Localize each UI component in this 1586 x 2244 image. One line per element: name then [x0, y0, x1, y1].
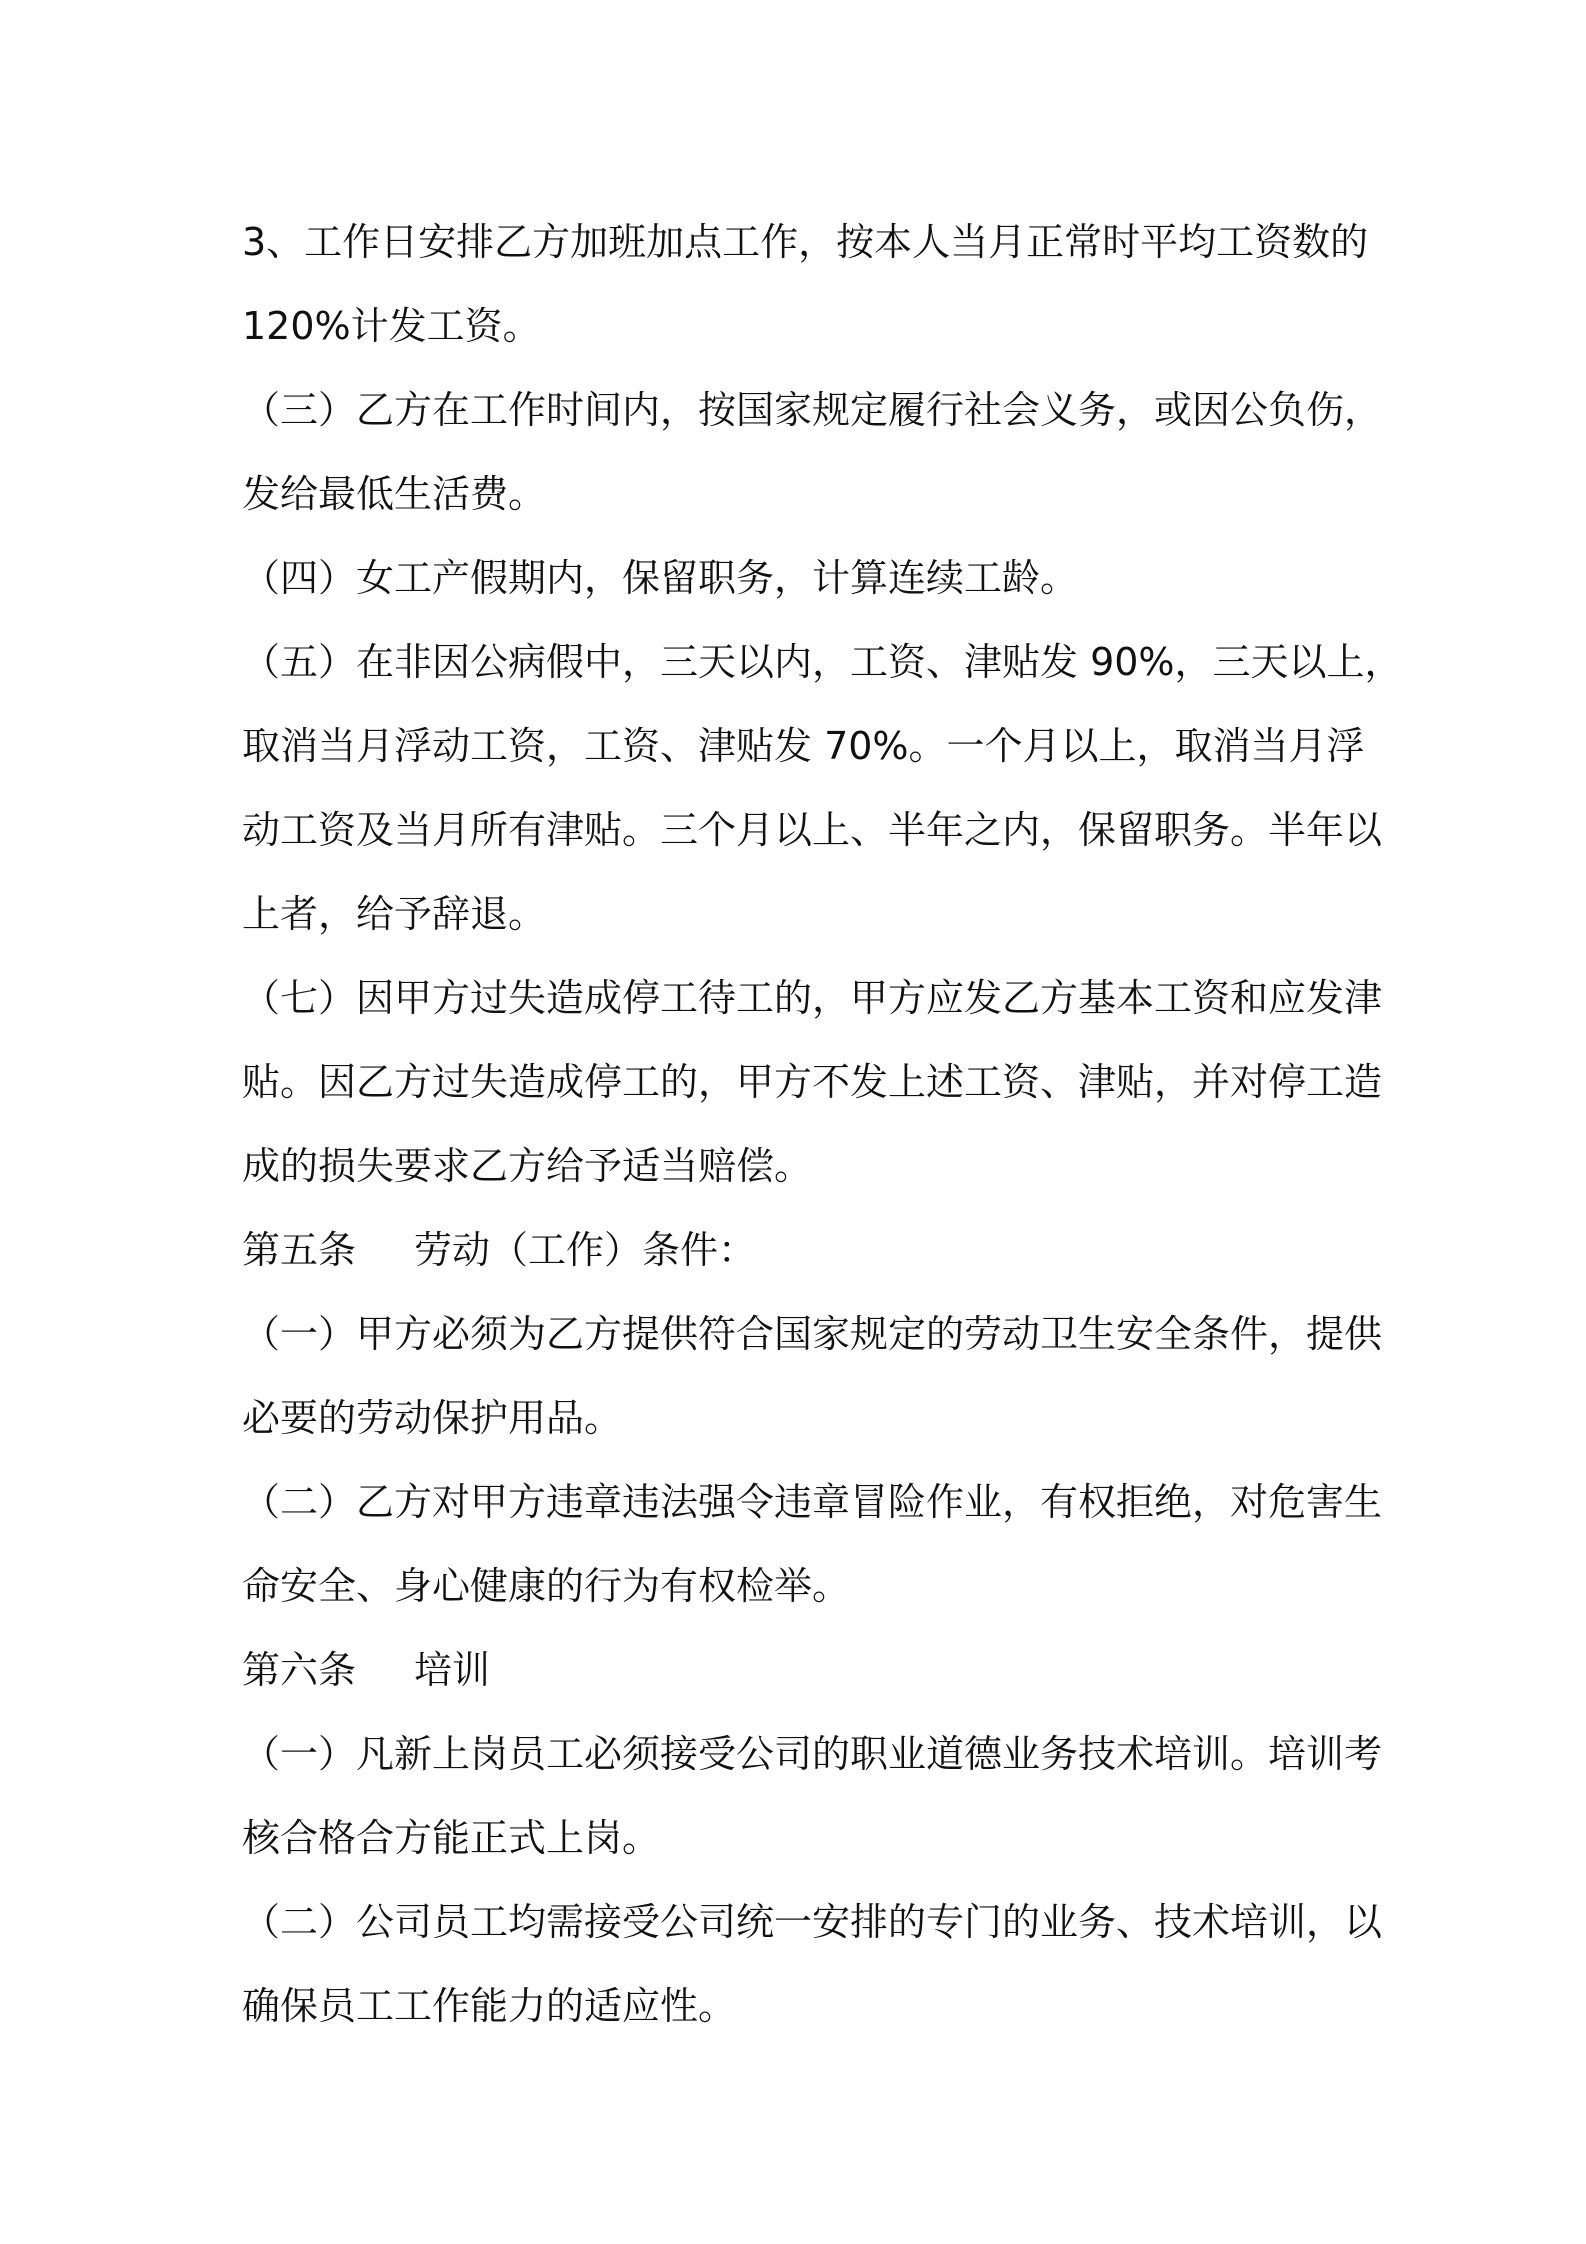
- text-line: 动工资及当月所有津贴。三个月以上、半年之内，保留职务。半年以: [242, 808, 1383, 852]
- text-line: （五）在非因公病假中，三天以内，工资、津贴发 90%，三天以上，: [242, 640, 1403, 684]
- article-6-title: 培训: [414, 1648, 491, 1692]
- text-line: （一）甲方必须为乙方提供符合国家规定的劳动卫生安全条件，提供: [242, 1312, 1383, 1356]
- text-line: 贴。因乙方过失造成停工的，甲方不发上述工资、津贴，并对停工造: [242, 1060, 1383, 1104]
- article-5-number: 第五条: [242, 1228, 357, 1272]
- text-line: 上者，给予辞退。: [242, 892, 547, 936]
- text-line: 确保员工工作能力的适应性。: [242, 1984, 737, 2028]
- text-line: 120%计发工资。: [242, 304, 541, 348]
- text-line: 核合格合方能正式上岗。: [242, 1816, 661, 1860]
- text-line: 成的损失要求乙方给予适当赔偿。: [242, 1144, 813, 1188]
- text-line: （二）公司员工均需接受公司统一安排的专门的业务、技术培训，以: [242, 1900, 1383, 1944]
- text-line: （七）因甲方过失造成停工待工的，甲方应发乙方基本工资和应发津: [242, 976, 1383, 1020]
- text-line: （二）乙方对甲方违章违法强令违章冒险作业，有权拒绝，对危害生: [242, 1480, 1383, 1524]
- article-6-number: 第六条: [242, 1648, 357, 1692]
- document-body: [242, 200, 1403, 2048]
- text-line: （一）凡新上岗员工必须接受公司的职业道德业务技术培训。培训考: [242, 1732, 1383, 1776]
- text-line: 3、工作日安排乙方加班加点工作，按本人当月正常时平均工资数的: [242, 220, 1369, 264]
- text-line: 命安全、身心健康的行为有权检举。: [242, 1564, 851, 1608]
- article-5-heading: [242, 1208, 1362, 1292]
- text-line: （三）乙方在工作时间内，按国家规定履行社会义务，或因公负伤，: [242, 388, 1383, 432]
- article-6-heading: [242, 1628, 1362, 1712]
- text-line: 取消当月浮动工资，工资、津贴发 70%。一个月以上，取消当月浮: [242, 724, 1365, 768]
- text-line: 必要的劳动保护用品。: [242, 1396, 623, 1440]
- text-line: 发给最低生活费。: [242, 472, 547, 516]
- text-line: （四）女工产假期内，保留职务，计算连续工龄。: [242, 556, 1079, 600]
- article-5-title: 劳动（工作）条件：: [414, 1228, 757, 1272]
